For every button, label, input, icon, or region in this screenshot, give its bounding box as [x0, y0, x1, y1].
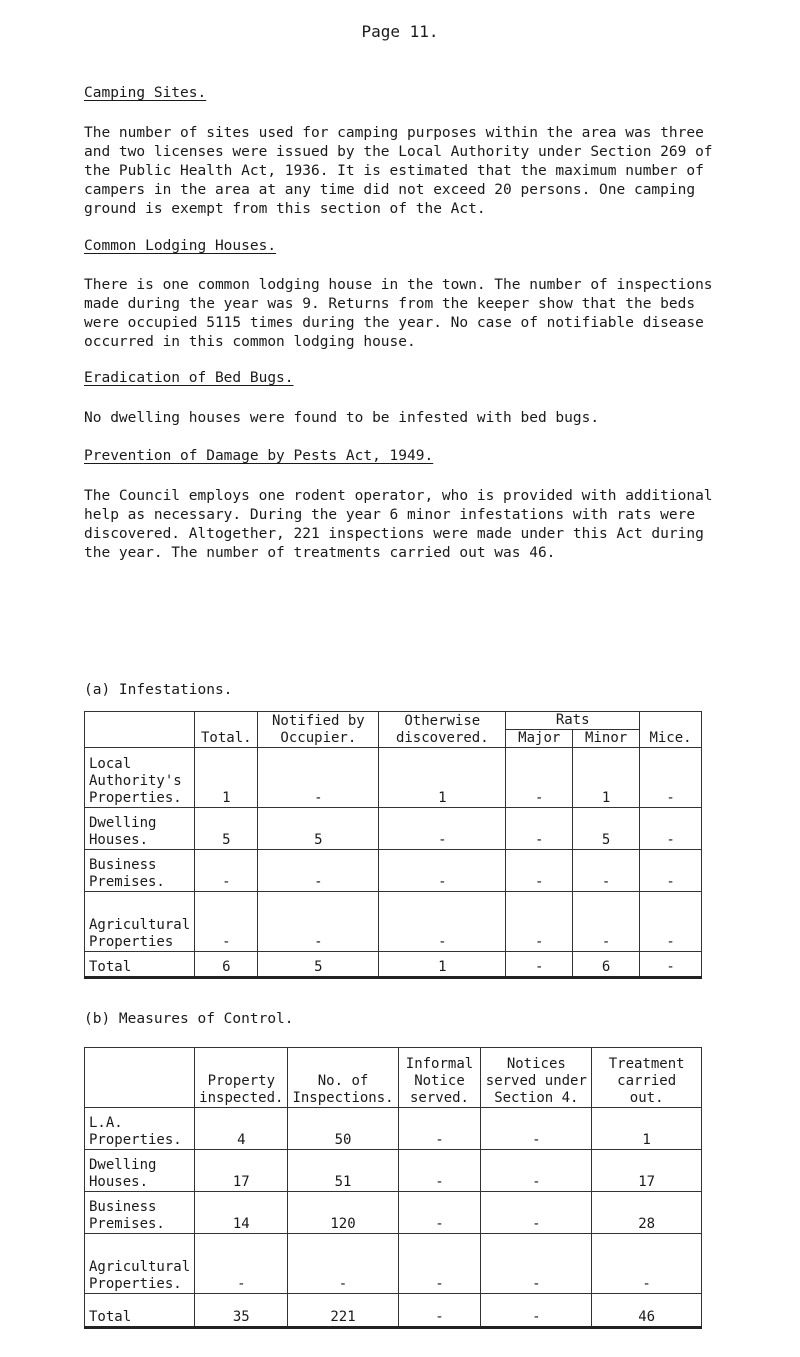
cell-notified: 5 [258, 952, 379, 978]
bed-bugs-paragraph: No dwelling houses were found to be infested with bed bugs. [84, 410, 600, 426]
header-notified: Notified by Occupier. [258, 712, 379, 748]
row-label: Total [85, 952, 195, 978]
cell-informal: - [398, 1108, 481, 1150]
cell-treatment: 1 [592, 1108, 702, 1150]
row-label: Total [85, 1294, 195, 1328]
cell-notices: - [481, 1234, 592, 1294]
pests-act-heading: Prevention of Damage by Pests Act, 1949. [84, 448, 434, 464]
cell-notified: 5 [258, 808, 379, 850]
cell-minor: 5 [573, 808, 640, 850]
infestations-table [84, 711, 702, 979]
cell-minor: - [573, 850, 640, 892]
measures-of-control-table [84, 1047, 702, 1329]
header-total: Total. [195, 712, 258, 748]
header-no-of-inspections: No. of Inspections. [288, 1048, 398, 1108]
header-otherwise: Otherwise discovered. [379, 712, 506, 748]
cell-minor: 1 [573, 748, 640, 808]
cell-otherwise: 1 [379, 748, 506, 808]
cell-inspected: 35 [195, 1294, 288, 1328]
header-notices-section-4: Notices served under Section 4. [481, 1048, 592, 1108]
pests-act-paragraph: The Council employs one rodent operator, who is provided with additional help as necessary. During the year 6 minor infestations with rats were discovered. Altogether, 221 inspections were made under this Act during the year. The number of treatments carried out was 46. [84, 488, 713, 561]
cell-informal: - [398, 1192, 481, 1234]
header-treatment: Treatment carried out. [592, 1048, 702, 1108]
cell-total: 6 [195, 952, 258, 978]
cell-total: 5 [195, 808, 258, 850]
bed-bugs-heading: Eradication of Bed Bugs. [84, 370, 294, 386]
cell-minor: 6 [573, 952, 640, 978]
cell-notified: - [258, 892, 379, 952]
cell-major: - [506, 952, 573, 978]
cell-inspections: 50 [288, 1108, 398, 1150]
cell-total: - [195, 850, 258, 892]
cell-mice: - [640, 850, 702, 892]
cell-notified: - [258, 748, 379, 808]
camping-sites-heading: Camping Sites. [84, 85, 207, 101]
cell-mice: - [640, 748, 702, 808]
cell-treatment: 28 [592, 1192, 702, 1234]
row-label: Business Premises. [85, 850, 195, 892]
cell-notices: - [481, 1150, 592, 1192]
cell-inspected: 14 [195, 1192, 288, 1234]
cell-informal: - [398, 1234, 481, 1294]
infestations-caption: (a) Infestations. [84, 682, 233, 698]
header-informal-notice: Informal Notice served. [398, 1048, 481, 1108]
common-lodging-heading: Common Lodging Houses. [84, 238, 277, 254]
table-row-total [85, 952, 702, 978]
header-mice: Mice. [640, 712, 702, 748]
table-row [85, 892, 702, 952]
cell-mice: - [640, 892, 702, 952]
table-row [85, 850, 702, 892]
table-row [85, 1108, 702, 1150]
cell-treatment: 46 [592, 1294, 702, 1328]
cell-inspected: - [195, 1234, 288, 1294]
cell-major: - [506, 892, 573, 952]
row-label: L.A. Properties. [85, 1108, 195, 1150]
table-row [85, 1150, 702, 1192]
cell-notices: - [481, 1192, 592, 1234]
table-row [85, 1234, 702, 1294]
table-row [85, 748, 702, 808]
cell-informal: - [398, 1294, 481, 1328]
header-major: Major [506, 730, 573, 748]
header-property-inspected: Property inspected. [195, 1048, 288, 1108]
cell-major: - [506, 808, 573, 850]
row-label: Agricultural Properties [85, 892, 195, 952]
table-row-total [85, 1294, 702, 1328]
cell-otherwise: 1 [379, 952, 506, 978]
cell-informal: - [398, 1150, 481, 1192]
cell-inspected: 17 [195, 1150, 288, 1192]
cell-inspected: 4 [195, 1108, 288, 1150]
header-blank [85, 1048, 195, 1108]
measures-of-control-caption: (b) Measures of Control. [84, 1011, 294, 1027]
cell-inspections: 51 [288, 1150, 398, 1192]
cell-major: - [506, 748, 573, 808]
cell-treatment: - [592, 1234, 702, 1294]
cell-notified: - [258, 850, 379, 892]
cell-inspections: 221 [288, 1294, 398, 1328]
cell-otherwise: - [379, 850, 506, 892]
table-row [85, 1192, 702, 1234]
cell-notices: - [481, 1108, 592, 1150]
cell-total: 1 [195, 748, 258, 808]
cell-otherwise: - [379, 892, 506, 952]
header-minor: Minor [573, 730, 640, 748]
row-label: Business Premises. [85, 1192, 195, 1234]
cell-mice: - [640, 808, 702, 850]
cell-otherwise: - [379, 808, 506, 850]
row-label: Dwelling Houses. [85, 808, 195, 850]
page-number: Page 11. [361, 22, 439, 41]
row-label: Dwelling Houses. [85, 1150, 195, 1192]
header-rats: Rats [506, 712, 640, 730]
cell-inspections: 120 [288, 1192, 398, 1234]
row-label: Agricultural Properties. [85, 1234, 195, 1294]
table-row [85, 808, 702, 850]
camping-sites-paragraph: The number of sites used for camping purposes within the area was three and two licenses were issued by the Local Authority under Section 269 of the Public Health Act, 1936. It is estimated that the maximum number of campers in the area at any time did not exceed 20 persons. One camping ground is exempt from this section of the Act. [84, 125, 713, 217]
cell-inspections: - [288, 1234, 398, 1294]
cell-minor: - [573, 892, 640, 952]
header-blank [85, 712, 195, 748]
row-label: Local Authority's Properties. [85, 748, 195, 808]
cell-treatment: 17 [592, 1150, 702, 1192]
cell-total: - [195, 892, 258, 952]
cell-notices: - [481, 1294, 592, 1328]
common-lodging-paragraph: There is one common lodging house in the town. The number of inspections made during the year was 9. Returns from the keeper show that the beds were occupied 5115 times during the year. No case of notifiable disease occurred in this common lodging house. [84, 277, 713, 350]
cell-major: - [506, 850, 573, 892]
cell-mice: - [640, 952, 702, 978]
